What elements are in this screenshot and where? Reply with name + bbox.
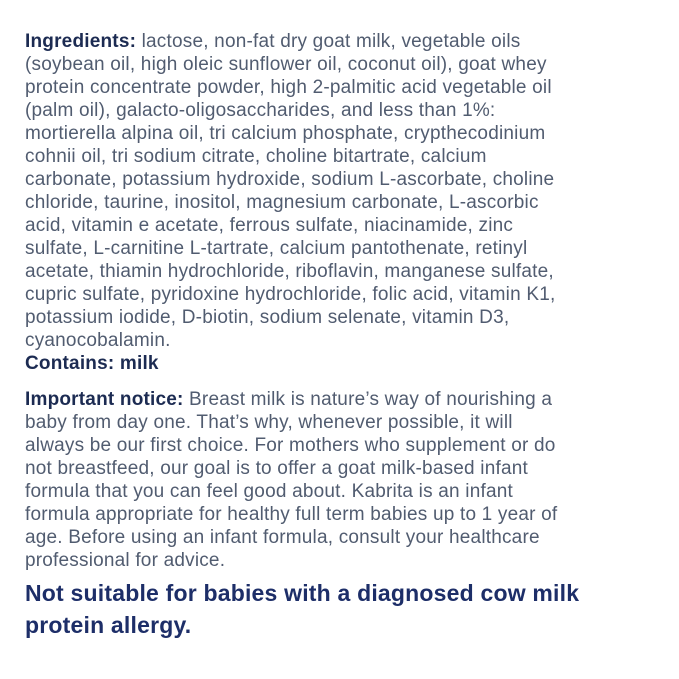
notice-line: not breastfeed, our goal is to offer a goat milk-based infant: [25, 458, 528, 479]
ingredients-line: (palm oil), galacto-oligosaccharides, and less than 1%:: [25, 100, 496, 121]
notice-line: age. Before using an infant formula, consult your healthcare: [25, 527, 540, 548]
notice-line: formula that you can feel good about. Kabrita is an infant: [25, 481, 513, 502]
ingredients-line: acid, vitamin e acetate, ferrous sulfate, niacinamide, zinc: [25, 215, 514, 236]
notice-line-text: Breast milk is nature’s way of nourishing a: [183, 389, 553, 410]
ingredients-line: carbonate, potassium hydroxide, sodium L-ascorbate, choline: [25, 169, 555, 190]
notice-line: always be our first choice. For mothers who supplement or do: [25, 435, 556, 456]
notice-line: professional for advice.: [25, 550, 226, 571]
ingredients-line: (soybean oil, high oleic sunflower oil, coconut oil), goat whey: [25, 54, 547, 75]
notice-line: baby from day one. That’s why, whenever possible, it will: [25, 412, 513, 433]
warning-line: protein allergy.: [25, 612, 192, 638]
ingredients-line: potassium iodide, D-biotin, sodium selenate, vitamin D3,: [25, 307, 510, 328]
ingredients-line: sulfate, L-carnitine L-tartrate, calcium pantothenate, retinyl: [25, 238, 528, 259]
ingredients-line: cohnii oil, tri sodium citrate, choline bitartrate, calcium: [25, 146, 487, 167]
important-notice-label: Important notice:: [25, 389, 184, 410]
important-notice-paragraph: [25, 388, 665, 572]
contains-statement: Contains: milk: [25, 353, 159, 374]
ingredients-line: mortierella alpina oil, tri calcium phosphate, crypthecodinium: [25, 123, 546, 144]
ingredients-line-text: lactose, non-fat dry goat milk, vegetable oils: [136, 31, 521, 52]
ingredients-line: acetate, thiamin hydrochloride, riboflavin, manganese sulfate,: [25, 261, 554, 282]
notice-line: [25, 388, 665, 411]
ingredients-line: protein concentrate powder, high 2-palmitic acid vegetable oil: [25, 77, 552, 98]
ingredients-line: cyanocobalamin.: [25, 330, 171, 351]
allergy-warning: [25, 577, 665, 641]
ingredients-paragraph: [25, 30, 665, 352]
notice-line: formula appropriate for healthy full term babies up to 1 year of: [25, 504, 558, 525]
ingredients-label: Ingredients:: [25, 31, 137, 52]
ingredients-line: [25, 30, 665, 53]
ingredients-line: chloride, taurine, inositol, magnesium carbonate, L-ascorbic: [25, 192, 539, 213]
warning-line: Not suitable for babies with a diagnosed cow milk: [25, 580, 580, 606]
ingredients-line: cupric sulfate, pyridoxine hydrochloride, folic acid, vitamin K1,: [25, 284, 556, 305]
